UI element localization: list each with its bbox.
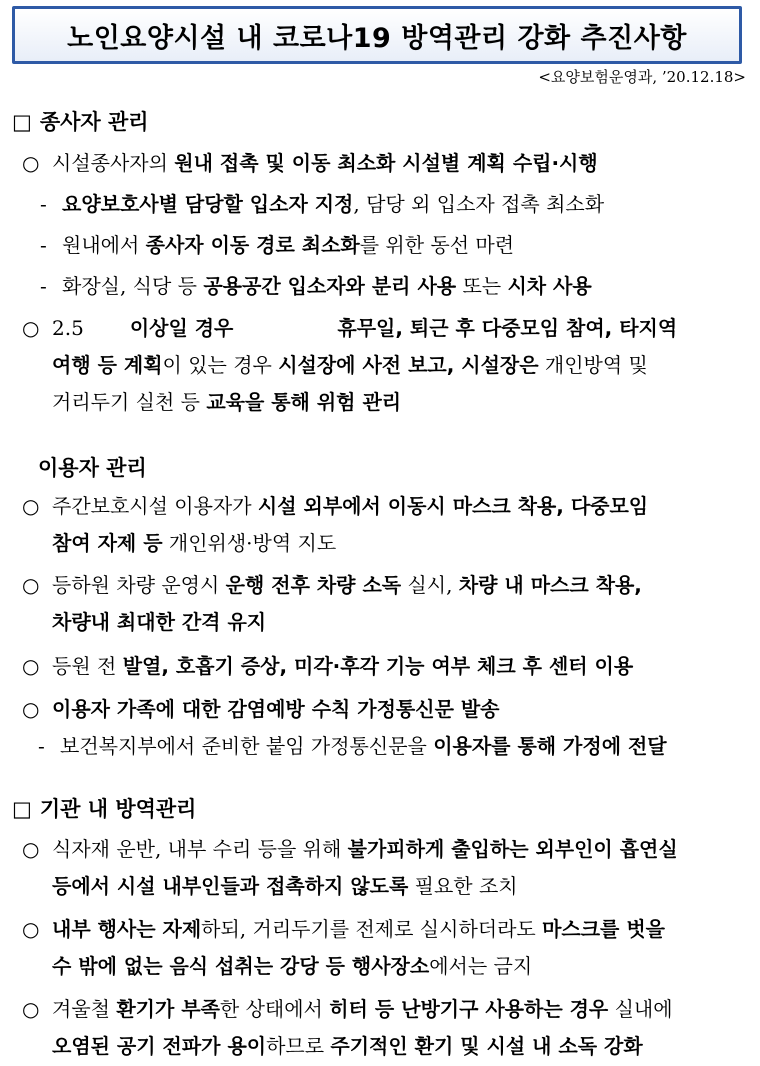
s1-item2-line2: 여행 등 계획이 있는 경우 시설장에 사전 보고, 시설장은 개인방역 및 <box>52 353 648 377</box>
page-title: 노인요양시설 내 코로나19 방역관리 강화 추진사항 <box>67 22 687 54</box>
dash-bullet: - <box>40 233 47 257</box>
s2-item4: ○ 이용자 가족에 대한 감염예방 수칙 가정통신문 발송 <box>22 697 500 721</box>
s3-item2-line1: ○ 내부 행사는 자제하되, 거리두기를 전제로 실시하더라도 마스크를 벗을 <box>22 917 665 941</box>
s1-dash1: - 요양보호사별 담당할 입소자 지정, 담당 외 입소자 접촉 최소화 <box>40 192 605 216</box>
circle-bullet: ○ <box>22 151 40 175</box>
s1-dash2: - 원내에서 종사자 이동 경로 최소화를 위한 동선 마련 <box>40 233 515 257</box>
s3-item2-line2: 수 밖에 없는 음식 섭취는 강당 등 행사장소에서는 금지 <box>52 954 533 978</box>
section-heading-staff: □ 종사자 관리 <box>12 110 149 134</box>
s1-item2-line3: 거리두기 실천 등 교육을 통해 위험 관리 <box>52 390 402 414</box>
s3-item3-line1: ○ 겨울철 환기가 부족한 상태에서 히터 등 난방기구 사용하는 경우 실내에 <box>22 997 673 1021</box>
circle-bullet: ○ <box>22 494 40 518</box>
section-heading-facility: □ 기관 내 방역관리 <box>12 797 197 821</box>
s1-item1: ○ 시설종사자의 원내 접촉 및 이동 최소화 시설별 계획 수립·시행 <box>22 151 598 175</box>
circle-bullet: ○ <box>22 573 40 597</box>
circle-bullet: ○ <box>22 837 40 861</box>
s2-item1-line2: 참여 자제 등 개인위생·방역 지도 <box>52 531 337 555</box>
s2-item3: ○ 등원 전 발열, 호흡기 증상, 미각·후각 기능 여부 체크 후 센터 이용 <box>22 654 634 678</box>
square-bullet: □ <box>12 797 32 821</box>
dash-bullet: - <box>38 734 45 758</box>
s2-dash1: - 보건복지부에서 준비한 붙임 가정통신문을 이용자를 통해 가정에 전달 <box>38 734 667 758</box>
s2-item2-line2: 차량내 최대한 간격 유지 <box>52 610 267 634</box>
s3-item1-line2: 등에서 시설 내부인들과 접촉하지 않도록 필요한 조치 <box>52 874 518 898</box>
s2-item1-line1: ○ 주간보호시설 이용자가 시설 외부에서 이동시 마스크 착용, 다중모임 <box>22 494 649 518</box>
section-heading-users: 이용자 관리 <box>38 456 147 480</box>
square-bullet: □ <box>12 110 32 134</box>
dash-bullet: - <box>40 192 47 216</box>
s3-item1-line1: ○ 식자재 운반, 내부 수리 등을 위해 불가피하게 출입하는 외부인이 흡연실 <box>22 837 678 861</box>
circle-bullet: ○ <box>22 997 40 1021</box>
s2-item2-line1: ○ 등하원 차량 운영시 운행 전후 차량 소독 실시, 차량 내 마스크 착용, <box>22 573 642 597</box>
s1-item2-line1: ○ 2.5 이상일 경우 휴무일, 퇴근 후 다중모임 참여, 타지역 <box>22 316 678 340</box>
dash-bullet: - <box>40 274 47 298</box>
circle-bullet: ○ <box>22 697 40 721</box>
source-note: <요양보험운영과, ’20.12.18> <box>538 68 746 86</box>
s3-item3-line2: 오염된 공기 전파가 용이하므로 주기적인 환기 및 시설 내 소독 강화 <box>52 1034 643 1058</box>
circle-bullet: ○ <box>22 316 40 340</box>
circle-bullet: ○ <box>22 917 40 941</box>
title-box <box>12 6 742 64</box>
circle-bullet: ○ <box>22 654 40 678</box>
s1-dash3: - 화장실, 식당 등 공용공간 입소자와 분리 사용 또는 시차 사용 <box>40 274 592 298</box>
